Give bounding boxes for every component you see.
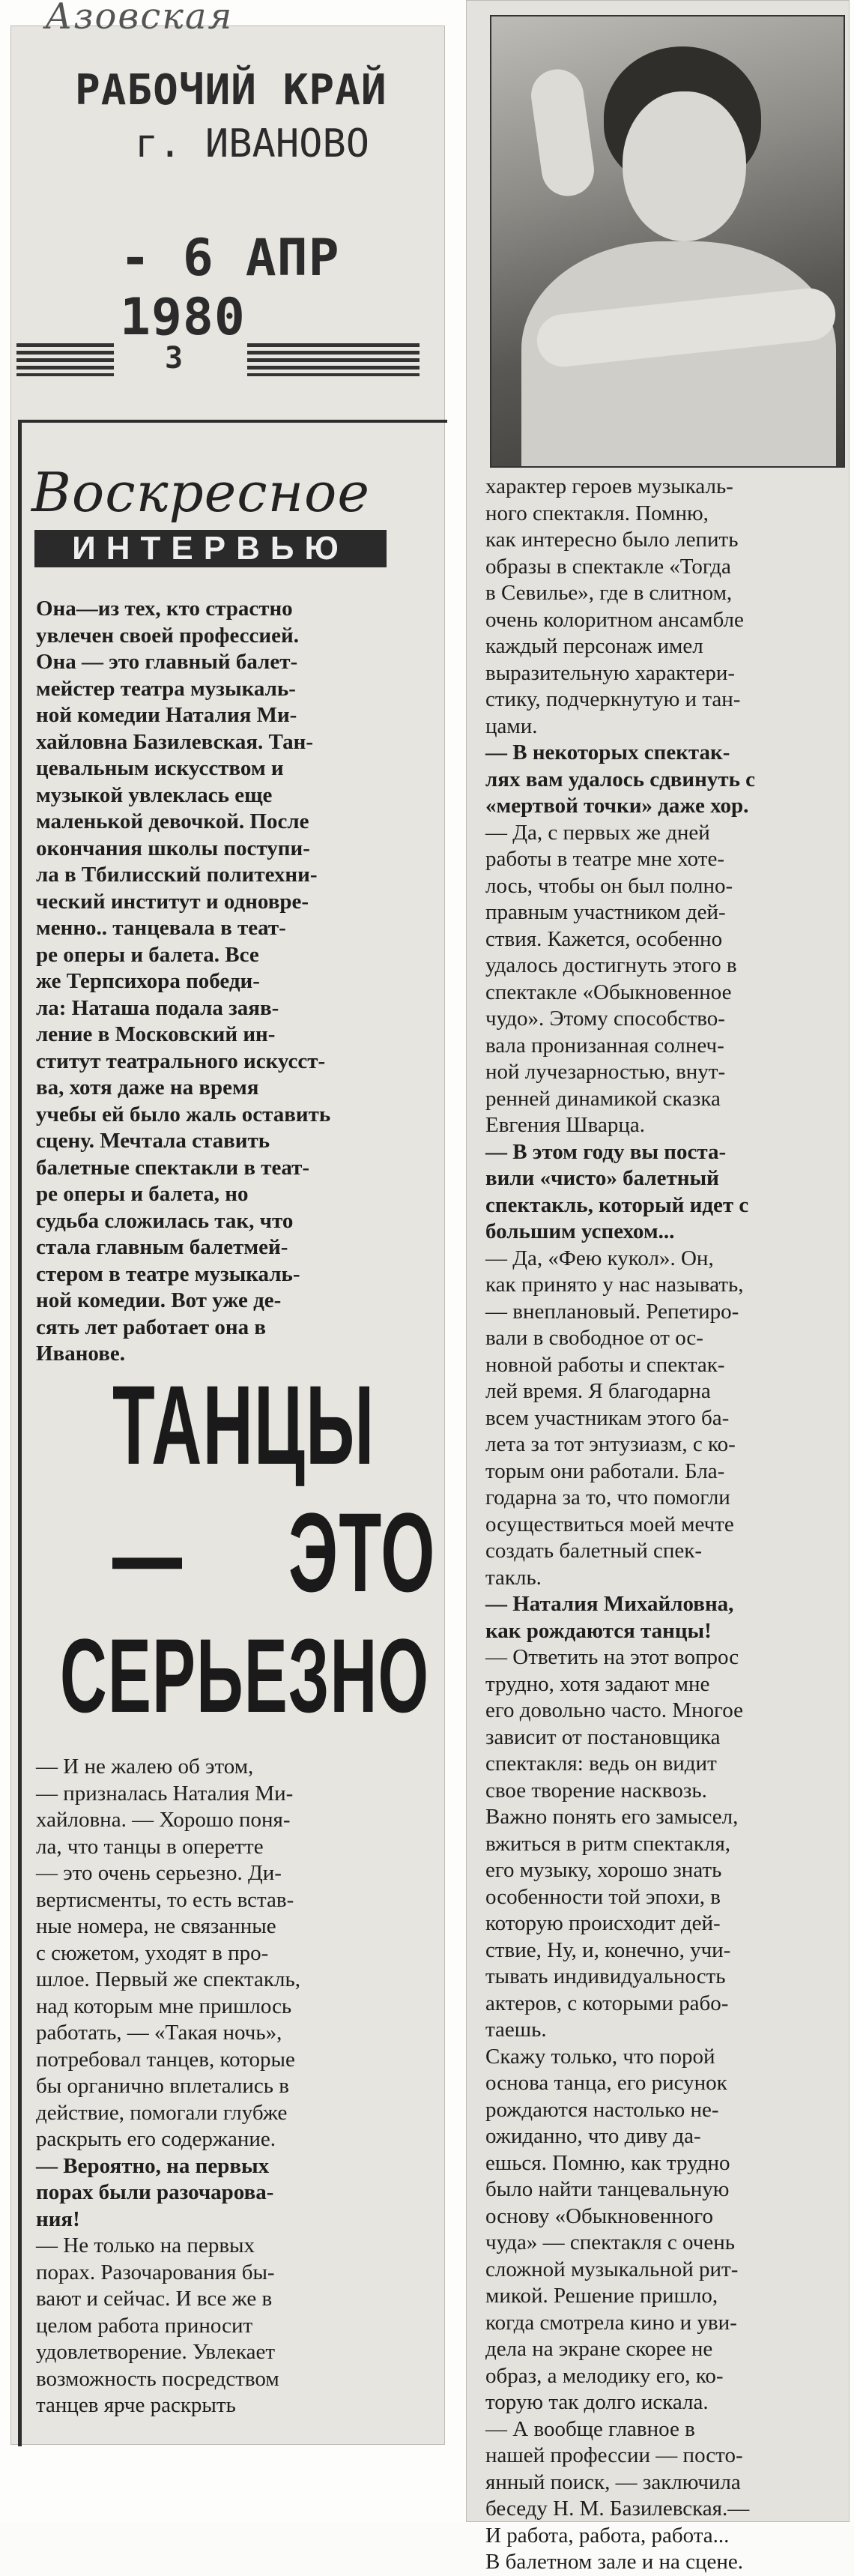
text-line: цами. <box>485 714 538 738</box>
text-line: которую происходит дей- <box>485 1911 721 1935</box>
stamp-date: - 6 АПР 1980 <box>120 229 340 347</box>
text-line: ной комедии Наталия Ми- <box>36 703 297 727</box>
text-line: Евгения Шварца. <box>485 1113 645 1137</box>
text-line: — Наталия Михайловна, <box>485 1592 734 1616</box>
text-line: стику, подчеркнутую и тан- <box>485 687 741 711</box>
text-line: торую так долго искала. <box>485 2390 709 2414</box>
text-line: сцену. Мечтала ставить <box>36 1129 270 1153</box>
text-line: свое творение насквозь. <box>485 1778 707 1803</box>
text-line: сложной музыкальной рит- <box>485 2257 739 2281</box>
text-line: — В этом году вы поста- <box>485 1139 727 1164</box>
article-body-left <box>36 1754 430 2419</box>
text-line: — Да, «Фею кукол». Он, <box>485 1246 714 1270</box>
text-line: работать, — «Такая ночь», <box>36 2021 282 2045</box>
text-line: окончания школы поступи- <box>36 836 310 860</box>
text-line: годарна за то, что помогли <box>485 1485 730 1509</box>
text-line: — призналась Наталия Ми- <box>36 1781 294 1806</box>
text-line: создать балетный спек- <box>485 1539 703 1563</box>
text-line: над которым мне пришлось <box>36 1994 292 2018</box>
text-line: очень колоритном ансамбле <box>485 607 744 632</box>
text-line: вжиться в ритм спектакля, <box>485 1831 731 1856</box>
text-line: ре оперы и балета, но <box>36 1182 249 1206</box>
stamp-page-number: 3 <box>165 341 184 375</box>
text-line: осуществиться моей мечте <box>485 1512 734 1536</box>
text-line: вертисменты, то есть встав- <box>36 1887 294 1912</box>
article-body-right <box>485 474 838 2576</box>
text-line: хайловна Базилевская. Тан- <box>36 729 314 754</box>
text-line: ния! <box>36 2207 80 2231</box>
stamp-rule-right <box>247 343 420 376</box>
text-line: всем участникам этого ба- <box>485 1405 730 1430</box>
text-line: ешься. Помню, как трудно <box>485 2150 730 2175</box>
text-line: ческий институт и одновре- <box>36 889 309 914</box>
text-line: цевальным искусством и <box>36 756 284 780</box>
text-line: стала главным балетмей- <box>36 1235 288 1259</box>
text-line: зависит от постановщика <box>485 1725 721 1749</box>
text-line: мейстер театра музыкаль- <box>36 676 296 701</box>
text-line: такль. <box>485 1565 542 1590</box>
text-line: Важно понять его замысел, <box>485 1805 739 1829</box>
text-line: ного спектакля. Помню, <box>485 501 709 525</box>
text-line: судьба сложилась так, что <box>36 1208 294 1233</box>
text-line: его музыку, хорошо знать <box>485 1858 722 1882</box>
text-line: ва, хотя даже на время <box>36 1076 259 1100</box>
text-line: шлое. Первый же спектакль, <box>36 1967 300 1991</box>
text-line: янный поиск, — заключила <box>485 2470 741 2494</box>
text-line: как интересно было лепить <box>485 528 739 552</box>
text-line: Иванове. <box>36 1342 125 1366</box>
text-line: «мертвой точки» даже хор. <box>485 794 749 818</box>
text-line: целом работа приносит <box>36 2313 253 2338</box>
article-intro <box>36 596 426 1368</box>
text-line: основу «Обыкновенного <box>485 2204 713 2228</box>
text-line: его довольно часто. Многое <box>485 1698 743 1722</box>
text-line: ожиданно, что диву да- <box>485 2124 701 2148</box>
text-line: нашей профессии — посто- <box>485 2443 743 2467</box>
text-line: же Терпсихора победи- <box>36 969 260 993</box>
stamp-city: г. ИВАНОВО <box>135 121 370 166</box>
text-line: Она—из тех, кто страстно <box>36 597 293 621</box>
column-logo <box>31 461 399 566</box>
text-line: актеров, с которыми рабо- <box>485 1991 729 2015</box>
text-line: ре оперы и балета. Все <box>36 942 259 967</box>
text-line: И работа, работа, работа... <box>485 2523 730 2548</box>
text-line: хайловна. — Хорошо поня- <box>36 1808 291 1832</box>
headline-line-2: ЭТО <box>288 1489 436 1615</box>
text-line: ствие, Ну, и, конечно, учи- <box>485 1937 731 1962</box>
text-line: ла: Наташа подала заяв- <box>36 995 279 1020</box>
text-line: удалось достигнуть этого в <box>485 953 737 977</box>
text-line: образ, а мелодику его, ко- <box>485 2363 724 2388</box>
text-line: — Вероятно, на первых <box>36 2153 270 2178</box>
text-line: каждый персонаж имел <box>485 634 703 658</box>
text-line: новной работы и спектак- <box>485 1352 725 1377</box>
text-line: правным участником дей- <box>485 900 726 924</box>
text-line: как рождаются танцы! <box>485 1618 712 1643</box>
text-line: танцев ярче раскрыть <box>36 2393 236 2417</box>
text-line: спектакль, который идет с <box>485 1192 749 1217</box>
text-line: Она — это главный балет- <box>36 650 298 674</box>
text-line: как принято у нас называть, <box>485 1273 744 1297</box>
text-line: вают и сейчас. И все же в <box>36 2287 273 2311</box>
text-line: лета за тот энтузиазм, с ко- <box>485 1432 736 1456</box>
text-line: — Ответить на этот вопрос <box>485 1645 739 1669</box>
text-line: ренней динамикой сказка <box>485 1086 721 1111</box>
text-line: ной комедии. Вот уже де- <box>36 1288 282 1312</box>
text-line: действие, помогали глубже <box>36 2100 288 2125</box>
text-line: сять лет работает она в <box>36 1315 266 1339</box>
text-line: потребовал танцев, которые <box>36 2047 295 2072</box>
text-line: ла, что танцы в оперетте <box>36 1834 264 1859</box>
text-line: ные номера, не связанные <box>36 1914 276 1938</box>
text-line: — В некоторых спектак- <box>485 740 730 764</box>
text-line: лось, чтобы он был полно- <box>485 873 733 898</box>
headline-line-1: ТАНЦЫ— <box>112 1362 375 1617</box>
text-line: вили «чисто» балетный <box>485 1166 719 1190</box>
text-line: дела на экране скорее не <box>485 2337 713 2361</box>
text-line: особенности той эпохи, в <box>485 1884 721 1909</box>
text-line: ствия. Кажется, особенно <box>485 926 723 951</box>
text-line: ла в Тбилисский политехни- <box>36 863 318 887</box>
text-line: беседу Н. М. Базилевская.— <box>485 2497 750 2521</box>
text-line: — Не только на первых <box>36 2233 255 2257</box>
text-line: с сюжетом, уходят в про- <box>36 1940 269 1965</box>
text-line: раскрыть его содержание. <box>36 2127 276 2151</box>
text-line: ститут театрального искусст- <box>36 1049 326 1073</box>
text-line: торым они работали. Бла- <box>485 1459 725 1483</box>
text-line: в Севилье», где в слитном, <box>485 581 733 605</box>
text-line: порах. Разочарования бы- <box>36 2260 275 2284</box>
text-line: ление в Московский ин- <box>36 1022 276 1046</box>
text-line: основа танца, его рисунок <box>485 2071 727 2095</box>
text-line: музыкой увлеклась еще <box>36 782 273 807</box>
text-line: — А вообще главное в <box>485 2416 695 2441</box>
text-line: Скажу только, что порой <box>485 2044 715 2069</box>
text-line: рождаются настолько не- <box>485 2097 719 2122</box>
text-line: — внеплановый. Репетиро- <box>485 1299 739 1324</box>
headline-line-3: СЕРЬЕЗНО <box>60 1617 430 1734</box>
stamp-newspaper-name: РАБОЧИЙ КРАЙ <box>75 66 387 115</box>
text-line: лей время. Я благодарна <box>485 1379 711 1403</box>
text-line: образы в спектакле «Тогда <box>485 554 731 579</box>
text-line: было найти танцевальную <box>485 2177 730 2201</box>
text-line: трудно, хотя задают мне <box>485 1671 710 1696</box>
text-line: стером в театре музыкаль- <box>36 1261 300 1286</box>
column-logo-script: Воскресное <box>31 461 370 524</box>
portrait-photo <box>490 15 845 468</box>
stamp-rule-left <box>16 343 114 376</box>
text-line: порах были разочарова- <box>36 2180 274 2204</box>
column-logo-bar: ИНТЕРВЬЮ <box>34 530 387 567</box>
text-line: вала пронизанная солнеч- <box>485 1033 724 1058</box>
text-line: тывать индивидуальность <box>485 1964 726 1988</box>
text-line: увлечен своей профессией. <box>36 623 299 648</box>
text-line: — это очень серьезно. Ди- <box>36 1861 282 1885</box>
text-line: ной лучезарностью, внут- <box>485 1060 726 1084</box>
text-line: — Да, с первых же дней <box>485 820 710 845</box>
text-line: вали в свободное от ос- <box>485 1326 703 1350</box>
text-line: чудо». Этому способство- <box>485 1007 725 1031</box>
text-line: возможность посредством <box>36 2366 279 2391</box>
text-line: чуда» — спектакля с очень <box>485 2230 735 2254</box>
text-line: удовлетворение. Увлекает <box>36 2340 276 2364</box>
text-line: балетные спектакли в теат- <box>36 1155 309 1180</box>
text-line: — И не жалею об этом, <box>36 1755 254 1779</box>
text-line: выразительную характери- <box>485 660 735 685</box>
text-line: таешь. <box>485 2018 547 2042</box>
text-line: бы органично вплетались в <box>36 2074 289 2098</box>
text-line: когда смотрела кино и уви- <box>485 2310 737 2335</box>
text-line: лях вам удалось сдвинуть с <box>485 767 756 791</box>
text-line: маленькой девочкой. После <box>36 809 309 833</box>
handwritten-note: Азовская <box>45 0 234 37</box>
newspaper-stamp <box>15 45 442 375</box>
text-line: В балетном зале и на сцене. <box>485 2550 744 2574</box>
text-line: микой. Решение пришло, <box>485 2284 718 2308</box>
text-line: спектакле «Обыкновенное <box>485 980 732 1004</box>
text-line: характер героев музыкаль- <box>485 474 733 498</box>
text-line: спектакля: ведь он видит <box>485 1752 717 1776</box>
text-line: учебы ей было жаль оставить <box>36 1102 331 1126</box>
text-line: менно.. танцевала в теат- <box>36 916 286 940</box>
text-line: большим успехом... <box>485 1219 675 1243</box>
text-line: работы в театре мне хоте- <box>485 847 724 871</box>
